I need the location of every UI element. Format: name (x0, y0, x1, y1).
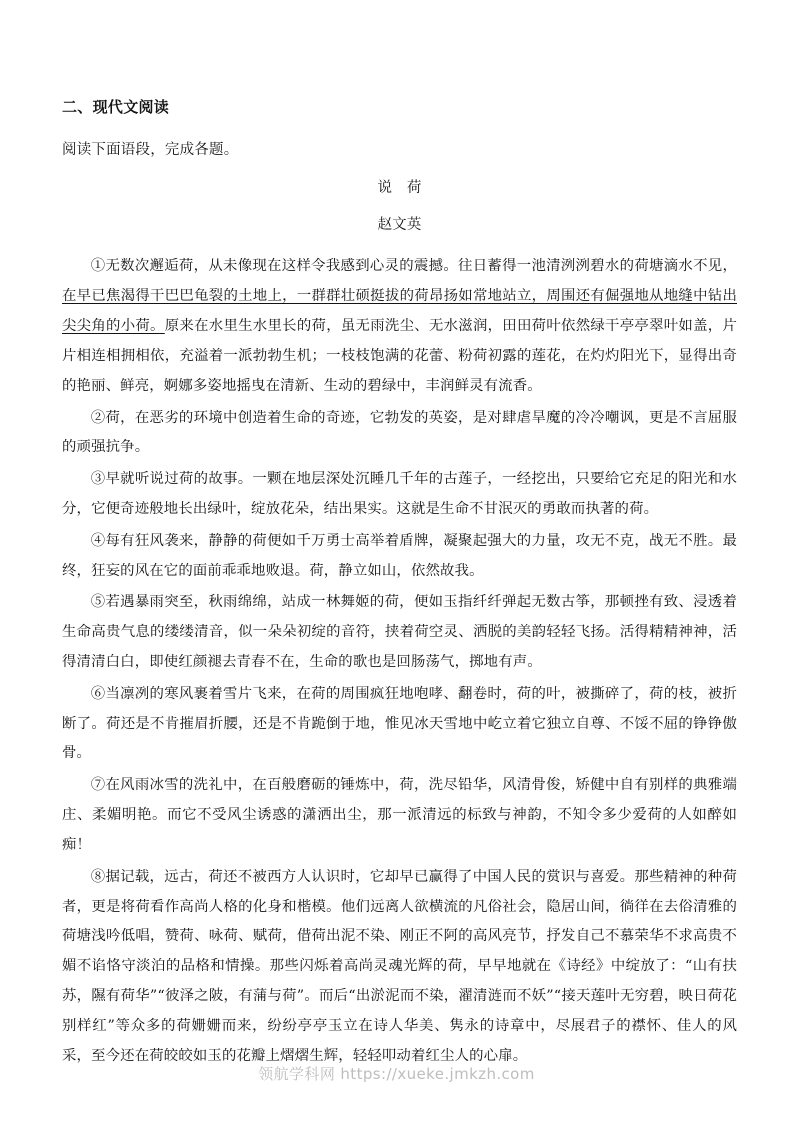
article-title: 说 荷 (377, 179, 422, 196)
article-author: 赵文英 (377, 217, 422, 234)
underlined-text-run: 在早已焦渴得干巴巴龟裂的土地上，一群群壮硕挺拔的荷昂扬如常地站立，周围还有倔强地从地缝中钻出尖尖角的小荷。 (62, 288, 737, 335)
article-paragraph (62, 771, 737, 860)
reading-instruction: 阅读下面语段，完成各题。 (62, 141, 239, 158)
text-run: ⑥当凛冽的寒风裹着雪片飞来，在荷的周围疯狂地咆哮、翻卷时，荷的叶，被撕碎了，荷的枝，被折断了。荷还是不肯摧眉折腰，还是不肯跪倒于地，惟见冰天雪地中屹立着它独立自尊、不馁不屈的铮铮傲骨。 (62, 685, 737, 762)
text-run: ②荷，在恶劣的环境中创造着生命的奇迹，它勃发的英姿，是对肆虐旱魔的冷冷嘲讽，更是不言屈服的顽强抗争。 (62, 409, 737, 456)
section-heading: 二、现代文阅读 (62, 98, 170, 116)
article-paragraph (62, 527, 737, 587)
article-body (62, 252, 737, 1071)
article-paragraph (62, 588, 737, 677)
text-run: ⑤若遇暴雨突至，秋雨绵绵，站成一林舞姬的荷，便如玉指纤纤弹起无数古筝，那顿挫有致、浸透着生命高贵气息的缕缕清音，似一朵朵初绽的音符，挟着荷空灵、洒脱的美韵轻轻飞扬。活得精精神神，活得清清白白，即使红颜褪去青春不在，生命的歌也是回肠荡气，掷地有声。 (62, 594, 737, 670)
text-run: ⑧据记载，远古，荷还不被西方人认识时，它却早已赢得了中国人民的赏识与喜爱。那些精神的种荷者，更是将荷看作高尚人格的化身和楷模。他们远离人欲横流的凡俗社会，隐居山间，徜徉在去俗清雅的荷塘浅吟低唱，赞荷、咏荷、赋荷，借荷出泥不染、刚正不阿的高风亮节，抒发自己不慕荣华不求高贵不媚不谄恪守淡泊的品格和情操。那些闪烁着高尚灵魂光辉的荷，早早地就在《诗经》中绽放了：“山有扶苏，隰有荷华”“彼泽之陂，有蒲与荷”。而后“出淤泥而不染，濯清涟而不妖”“接天莲叶无穷碧，映日荷花别样红”等众多的荷姗姗而来，纷纷亭亭玉立在诗人华美、隽永的诗章中，尽展君子的襟怀、佳人的风采，至今还在荷皎皎如玉的花瓣上熠熠生辉，轻轻叩动着红尘人的心扉。 (62, 868, 737, 1064)
site-watermark: 领航学科网 https://xueke.jmkzh.com (258, 1065, 535, 1083)
text-run: ①无数次邂逅荷，从未像现在这样令我感到心灵的震撼。往日蓄得一池清洌洌碧水的荷塘滴水不见， (90, 258, 737, 275)
article-paragraph (62, 680, 737, 769)
article-paragraph (62, 465, 737, 525)
text-run: ③早就听说过荷的故事。一颗在地层深处沉睡几千年的古莲子，一经挖出，只要给它充足的阳光和水分，它便奇迹般地长出绿叶，绽放花朵，结出果实。这就是生命不甘泯灭的勇敢而执著的荷。 (62, 471, 737, 517)
text-run: 原来在水里生水里长的荷，虽无雨洗尘、无水滋润，田田荷叶依然绿干亭亭翠叶如盖，片片相连相拥相依，充溢着一派勃勃生机；一枝枝饱满的花蕾、粉荷初露的莲花，在灼灼阳光下，显得出奇的艳丽、鲜亮，婀娜多姿地摇曳在清新、生动的碧绿中，丰润鲜灵有流香。 (62, 318, 737, 394)
article-paragraph (62, 863, 737, 1072)
text-run: ⑦在风雨冰雪的洗礼中，在百般磨砺的锤炼中，荷，洗尽铅华，风清骨俊，矫健中自有别样的典雅端庄、柔媚明艳。而它不受风尘诱惑的潇洒出尘，那一派清远的标致与神韵，不知令多少爱荷的人如醉如痴！ (62, 777, 737, 853)
article-paragraph (62, 252, 737, 401)
article-paragraph (62, 404, 737, 464)
text-run: ④每有狂风袭来，静静的荷便如千万勇士高举着盾牌，凝聚起强大的力量，攻无不克，战无不胜。最终，狂妄的风在它的面前乖乖地败退。荷，静立如山，依然故我。 (62, 532, 737, 579)
